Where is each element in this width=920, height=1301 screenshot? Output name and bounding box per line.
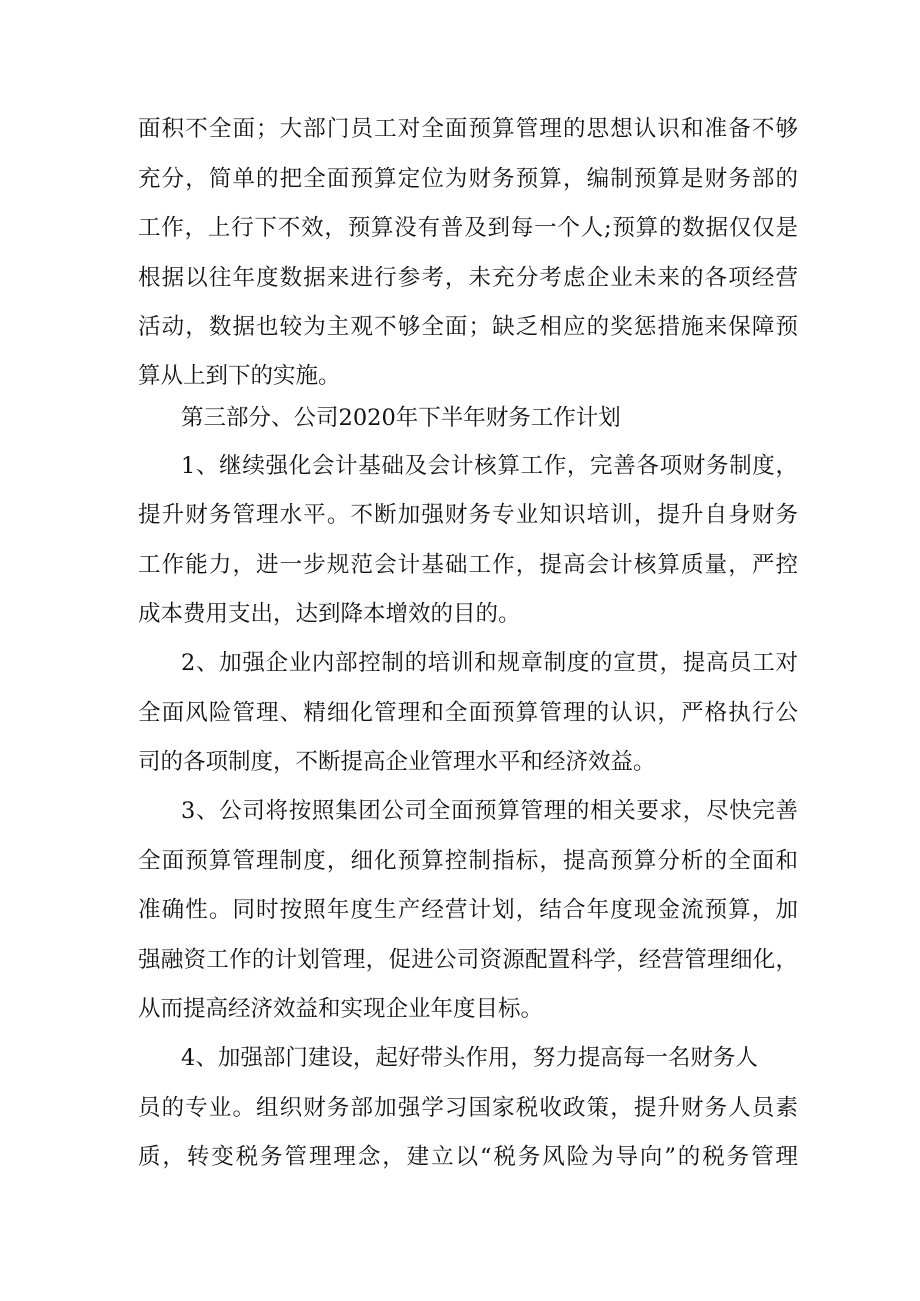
text-line: 全面风险管理、精细化管理和全面预算管理的认识，严格执行公: [138, 700, 798, 726]
text-line: 充分，简单的把全面预算定位为财务预算，编制预算是财务部的: [138, 166, 798, 192]
section-heading: 第三部分、公司2020年下半年财务工作计划: [181, 405, 621, 431]
text-line: 成本费用支出，达到降本增效的目的。: [138, 601, 521, 627]
text-line: 面积不全面；大部门员工对全面预算管理的思想认识和准备不够: [138, 116, 798, 142]
paragraph-first-line: 1、继续强化会计基础及会计核算工作，完善各项财务制度，: [181, 453, 798, 479]
text-line: 工作，上行下不效，预算没有普及到每一个人;预算的数据仅仅是: [138, 215, 798, 241]
text-line: 工作能力，进一步规范会计基础工作，提高会计核算质量，严控: [138, 552, 798, 578]
text-line: 根据以往年度数据来进行参考，未充分考虑企业未来的各项经营: [138, 265, 798, 291]
text-line: 质，转变税务管理理念，建立以“税务风险为导向”的税务管理: [138, 1144, 798, 1170]
text-line: 提升财务管理水平。不断加强财务专业知识培训，提升自身财务: [138, 502, 798, 528]
text-line: 司的各项制度，不断提高企业管理水平和经济效益。: [138, 749, 656, 775]
text-line: 算从上到下的实施。: [138, 363, 341, 389]
paragraph-first-line: 3、公司将按照集团公司全面预算管理的相关要求，尽快完善: [181, 798, 798, 824]
text-line: 员的专业。组织财务部加强学习国家税收政策，提升财务人员素: [138, 1095, 798, 1121]
text-line: 强融资工作的计划管理，促进公司资源配置科学，经营管理细化，: [138, 947, 798, 973]
text-line: 活动，数据也较为主观不够全面；缺乏相应的奖惩措施来保障预: [138, 314, 798, 340]
paragraph-first-line: 2、加强企业内部控制的培训和规章制度的宣贯，提高员工对: [181, 650, 798, 676]
text-line: 全面预算管理制度，细化预算控制指标，提高预算分析的全面和: [138, 848, 798, 874]
paragraph-first-line: 4、加强部门建设，起好带头作用，努力提高每一名财务人: [181, 1045, 758, 1071]
text-line: 从而提高经济效益和实现企业年度目标。: [138, 996, 544, 1022]
text-line: 准确性。同时按照年度生产经营计划，结合年度现金流预算，加: [138, 897, 798, 923]
